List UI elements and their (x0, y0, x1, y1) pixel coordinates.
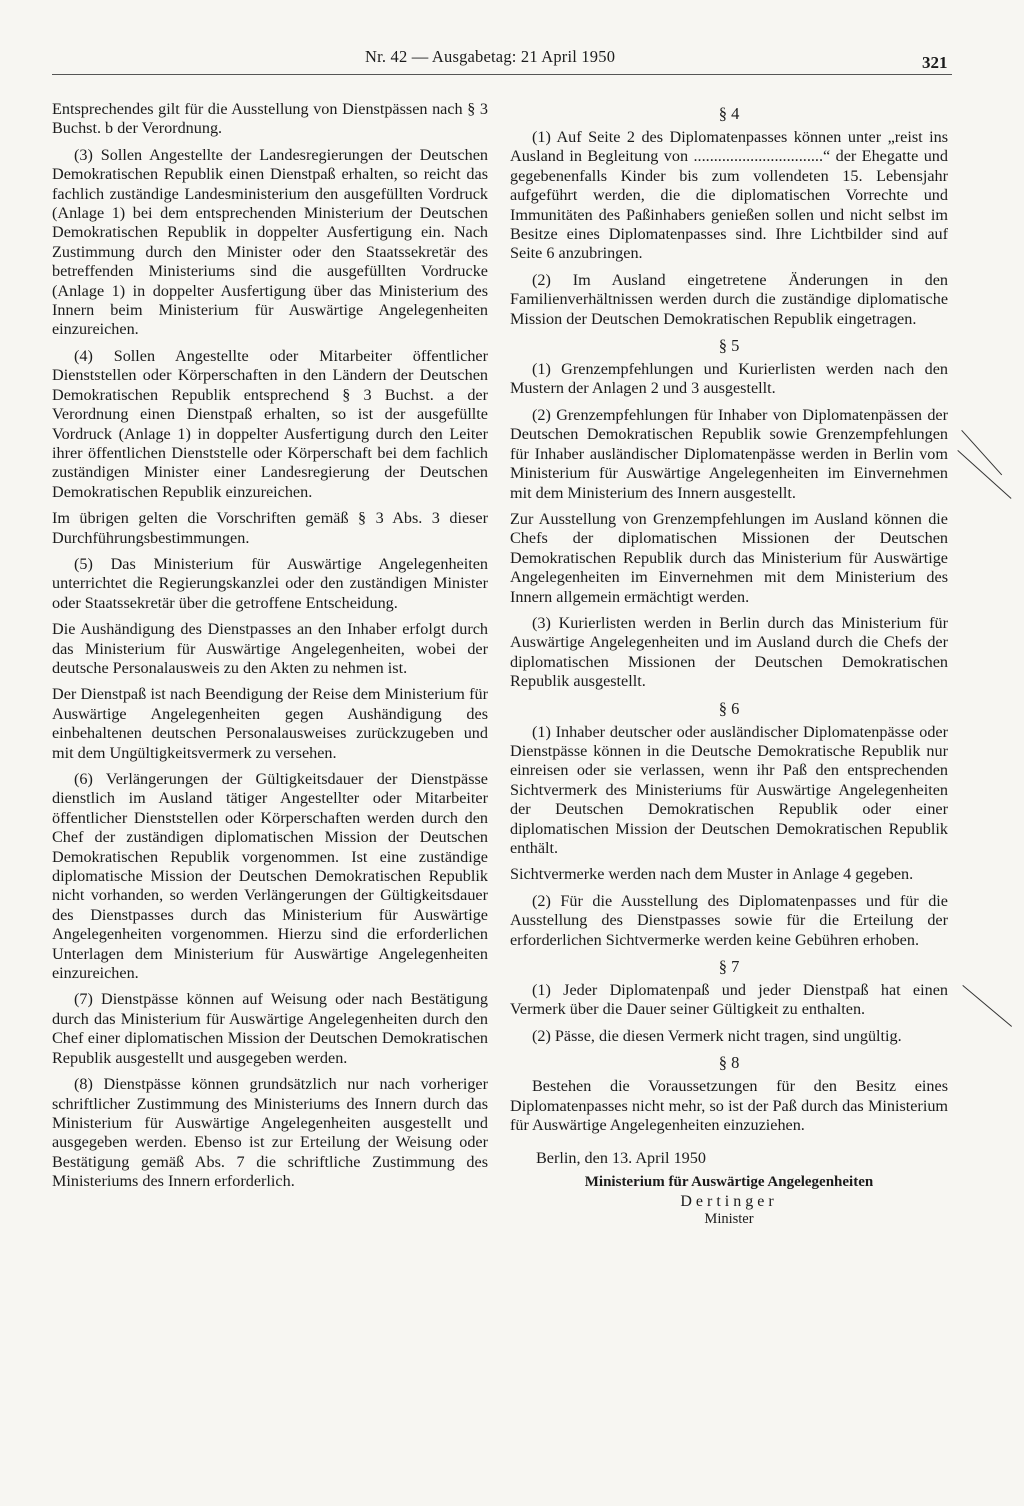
paragraph: Zur Ausstellung von Grenzempfehlungen im Ausland können die Chefs der diplomatischen Missionen der Deutschen Demokratischen Republik durch das Ministerium für Auswärtige Angelegenheiten im Einvernehmen mit dem Ministerium des Innern allgemein ermächtigt werden. (510, 509, 948, 606)
paragraph: (1) Grenzempfehlungen und Kurierlisten werden nach den Mustern der Anlagen 2 und 3 ausgestellt. (510, 360, 948, 398)
paragraph: (2) Für die Ausstellung des Diplomatenpasses und für die Ausstellung des Dienstpasses sowie für die Erteilung der erforderlichen Sichtvermerke werden keine Gebühren erhoben. (510, 891, 948, 949)
place-date: Berlin, den 13. April 1950 (536, 1149, 706, 1168)
header-rule (52, 74, 952, 75)
paragraph: (3) Kurierlisten werden in Berlin durch das Ministerium für Auswärtige Angelegenheiten und im Ausland durch die Chefs der diplomatischen Missionen der Deutschen Demokratischen Republik ausgestellt. (510, 613, 948, 691)
signatory-title: Minister (704, 1211, 754, 1228)
section-heading: § 8 (718, 1053, 740, 1073)
signatory-name: Dertinger (680, 1193, 778, 1211)
paragraph: (3) Sollen Angestellte der Landesregierungen der Deutschen Demokratischen Republik einen Dienstpaß erhalten, so reicht das fachlich zuständige Landesministerium den ausgefüllten Vordruck (Anlage 1) bei dem entsprechenden Ministerium der Deutschen Demokratischen Republik in doppelter Ausfertigung ein. Nach Zustimmung durch den Minister oder den Staatssekretär des betreffenden Ministeriums sind die ausgefüllten Vordrucke (Anlage 1) in doppelter Ausfertigung über das Ministerium des Innern beim Ministerium für Auswärtige Angelegenheiten einzureichen. (52, 145, 488, 339)
signature-organization: Ministerium für Auswärtige Angelegenheiten (584, 1174, 874, 1191)
paragraph: (5) Das Ministerium für Auswärtige Angelegenheiten unterrichtet die Regierungskanzlei oder den zuständigen Minister oder Staatssekretär über die getroffene Entscheidung. (52, 554, 488, 612)
paragraph: (6) Verlängerungen der Gültigkeitsdauer der Dienstpässe dienstlich im Ausland tätiger Angestellter oder Mitarbeiter öffentlicher Dienststellen oder Körperschaften werden durch den Chef der zuständigen diplomatischen Mission der Deutschen Demokratischen Republik vorgenommen. Ist eine zuständige diplomatische Mission der Deutschen Demokratischen Republik nicht vorhanden, so werden Verlängerungen der Gültigkeitsdauer des Dienstpasses durch das Ministerium für Auswärtige Angelegenheiten vorgenommen. Hierzu sind die erforderlichen Unterlagen dem Ministerium für Auswärtige Angelegenheiten einzureichen. (52, 770, 488, 983)
left-column (52, 100, 488, 1199)
paragraph: (1) Jeder Diplomatenpaß und jeder Dienstpaß hat einen Vermerk über die Dauer seiner Gültigkeit zu enthalten. (510, 981, 948, 1019)
paragraph: Der Dienstpaß ist nach Beendigung der Reise dem Ministerium für Auswärtige Angelegenheiten gegen Aushändigung des einbehaltenen deutschen Personalausweises zurückzugeben und mit dem Ungültigkeitsvermerk zu versehen. (52, 685, 488, 762)
margin-mark (961, 430, 1002, 475)
paragraph: (8) Dienstpässe können grundsätzlich nur nach vorheriger schriftlicher Zustimmung des Ministeriums des Innern durch das Ministerium für Auswärtige Angelegenheiten ausgestellt und ausgegeben werden. Ebenso ist zur Erteilung der Weisung oder Bestätigung gemäß Abs. 7 die schriftliche Zustimmung des Ministeriums des Innern erforderlich. (52, 1075, 488, 1191)
paragraph: Sichtvermerke werden nach dem Muster in Anlage 4 gegeben. (510, 865, 914, 884)
right-column-body (510, 104, 948, 1135)
issue-line: Nr. 42 — Ausgabetag: 21 April 1950 (365, 47, 616, 66)
paragraph: Die Aushändigung des Dienstpasses an den Inhaber erfolgt durch das Ministerium für Auswärtige Angelegenheiten, wobei der deutsche Personalausweis zu den Akten zu nehmen ist. (52, 620, 488, 677)
section-heading: § 4 (718, 104, 740, 123)
paragraph: Entsprechendes gilt für die Ausstellung von Dienstpässen nach § 3 Buchst. b der Verordnung. (52, 100, 488, 138)
paragraph: (2) Pässe, die diesen Vermerk nicht tragen, sind ungültig. (532, 1026, 902, 1045)
paragraph: (1) Auf Seite 2 des Diplomatenpasses können unter „reist ins Ausland in Begleitung von ................................“ der Ehegatte und gegebenenfalls Kinder bis zum vollendeten 15. Lebensjahr aufgeführt werden, die die diplomatischen Vorrechte und Immunitäten des Paßinhabers genießen sollen und nicht selbst im Besitze eines Diplomatenpasses sind. Ihre Lichtbilder sind auf Seite 6 anzubringen. (510, 128, 948, 263)
paragraph: Bestehen die Voraussetzungen für den Besitz eines Diplomatenpasses nicht mehr, so ist der Paß durch das Ministerium für Auswärtige Angelegenheiten einzuziehen. (510, 1077, 948, 1135)
section-heading: § 7 (718, 957, 740, 977)
paragraph: (2) Im Ausland eingetretene Änderungen in den Familienverhältnissen werden durch die zuständige diplomatische Mission der Deutschen Demokratischen Republik eingetragen. (510, 270, 948, 328)
paragraph: (7) Dienstpässe können auf Weisung oder nach Bestätigung durch das Ministerium für Auswärtige Angelegenheiten durch den Chef einer diplomatischen Mission der Deutschen Demokratischen Republik ausgestellt und ausgegeben werden. (52, 990, 488, 1067)
paragraph: (1) Inhaber deutscher oder ausländischer Diplomatenpässe oder Dienstpässe können in die Deutsche Demokratische Republik nur einreisen oder sie verlassen, wenn ihr Paß den entsprechenden Sichtvermerk des Ministeriums für Auswärtige Angelegenheiten der Deutschen Demokratischen Republik oder einer diplomatischen Mission der Deutschen Demokratischen Republik enthält. (510, 722, 948, 857)
section-heading: § 5 (718, 336, 740, 356)
section-heading: § 6 (718, 698, 740, 718)
paragraph: (2) Grenzempfehlungen für Inhaber von Diplomatenpässen der Deutschen Demokratischen Republik sowie Grenzempfehlungen für Inhaber ausländischer Diplomatenpässe werden in Berlin vom Ministerium für Auswärtige Angelegenheiten im Einvernehmen mit dem Ministerium des Innern ausgestellt. (510, 405, 948, 502)
page-number: 321 (922, 53, 948, 72)
page-header (0, 47, 1024, 77)
margin-mark (962, 985, 1012, 1027)
paragraph: (4) Sollen Angestellte oder Mitarbeiter öffentlicher Dienststellen oder Körperschaften in den Ländern der Deutschen Demokratischen Republik entsprechend § 3 Buchst. a der Verordnung einen Dienstpaß erhalten, so ist der ausgefüllte Vordruck (Anlage 1) in doppelter Ausfertigung durch den Leiter ihrer öffentlichen Dienststelle oder Körperschaft bei dem fachlich zuständigen Minister einer Landesregierung der Deutschen Demokratischen Republik einzureichen. (52, 346, 488, 501)
right-column (510, 100, 948, 1228)
paragraph: Im übrigen gelten die Vorschriften gemäß § 3 Abs. 3 dieser Durchführungsbestimmungen. (52, 509, 488, 547)
